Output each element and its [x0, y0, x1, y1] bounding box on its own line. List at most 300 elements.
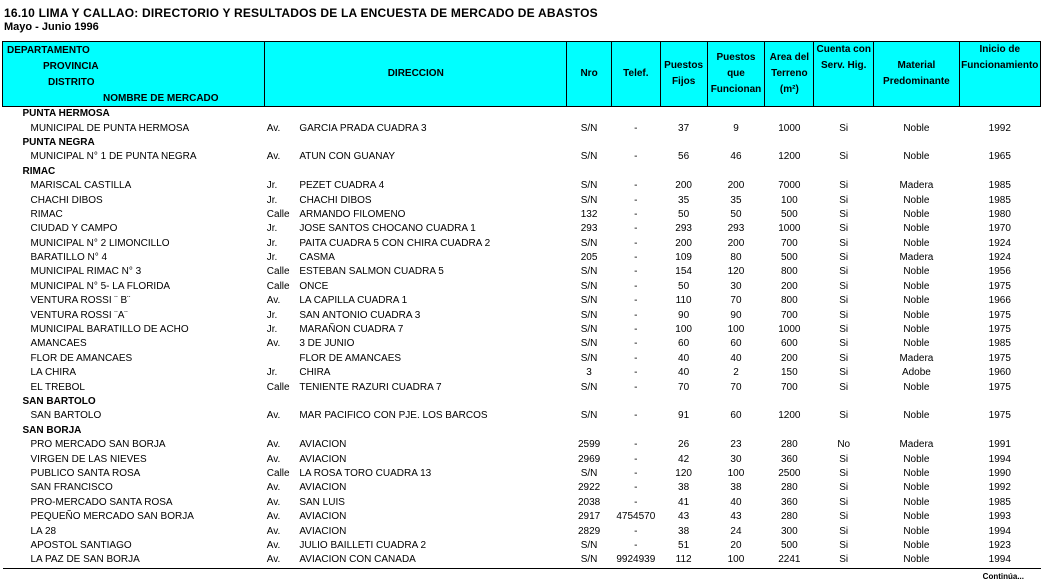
address-cell: PAITA CUADRA 5 CON CHIRA CUADRA 2 [299, 237, 491, 249]
number-cell: 2599 [577, 439, 601, 451]
area-terreno-cell: 500 [780, 252, 798, 264]
table-row [3, 193, 1041, 207]
area-terreno-cell: 2500 [778, 467, 801, 479]
market-name-cell: SAN FRANCISCO [30, 482, 113, 494]
area-terreno-cell: 800 [780, 266, 798, 278]
servicio-higienico-cell: Si [839, 467, 849, 479]
market-name-cell: CIUDAD Y CAMPO [30, 223, 118, 235]
puestos-funcionan-cell: 100 [707, 553, 765, 568]
continua-note: Continúa... [982, 572, 1024, 581]
servicio-higienico-cell: Si [839, 208, 849, 220]
district-group-row [3, 395, 1041, 409]
market-name-cell: MUNICIPAL RIMAC N° 3 [30, 266, 142, 278]
telephone-cell: - [634, 482, 638, 494]
servicio-higienico-cell: Si [839, 324, 849, 336]
number-cell: S/N [580, 295, 598, 307]
servicio-higienico-cell: Si [839, 151, 849, 163]
telephone-cell: - [634, 266, 638, 278]
puestos-funcionan-cell: 30 [730, 280, 742, 292]
material-cell: Noble [903, 496, 930, 508]
table-row [3, 208, 1041, 222]
material-cell: Noble [903, 453, 930, 465]
puestos-fijos-cell: 154 [675, 266, 692, 278]
servicio-higienico-cell: Si [839, 237, 849, 249]
address-cell: AVIACION [299, 482, 347, 494]
puestos-funcionan-cell: 200 [727, 180, 745, 192]
market-name-cell: CHACHI DIBOS [30, 194, 103, 206]
puestos-funcionan-cell: 9 [733, 122, 739, 134]
servicio-higienico-cell: Si [839, 180, 849, 192]
servicio-higienico-cell: Si [839, 280, 849, 292]
inicio-cell: 1994 [988, 453, 1011, 465]
puestos-fijos-cell: 112 [660, 553, 707, 568]
area-terreno-cell: 280 [780, 439, 798, 451]
table-header [3, 42, 1041, 107]
puestos-funcionan-cell: 100 [727, 324, 745, 336]
telephone-cell: - [634, 208, 638, 220]
area-terreno-cell: 600 [780, 338, 798, 350]
header-area-line2: Terreno [771, 68, 808, 79]
number-cell: S/N [580, 539, 598, 551]
street-type-cell: Av. [266, 439, 281, 451]
servicio-higienico-cell: Si [839, 496, 849, 508]
servicio-higienico-cell: Si [839, 482, 849, 494]
material-cell: Noble [903, 295, 930, 307]
telephone-cell: - [634, 237, 638, 249]
table-row [3, 438, 1041, 452]
area-terreno-cell: 1200 [778, 410, 801, 422]
street-type-cell: Jr. [266, 324, 278, 336]
district-group-row [3, 424, 1041, 438]
material-cell: Noble [903, 151, 930, 163]
puestos-funcionan-cell: 24 [730, 525, 742, 537]
telephone-cell: - [634, 539, 638, 551]
market-name-cell: VENTURA ROSSI ¨ B¨ [30, 295, 131, 307]
address-cell: PEZET CUADRA 4 [299, 180, 385, 192]
table-row [3, 251, 1041, 265]
inicio-cell: 1966 [988, 295, 1011, 307]
header-puestos-funcionan-line2: que [727, 68, 745, 79]
inicio-cell: 1975 [988, 280, 1011, 292]
street-type-cell: Jr. [266, 194, 278, 206]
address-cell: CHACHI DIBOS [299, 194, 372, 206]
servicio-higienico-cell: Si [839, 539, 849, 551]
material-cell: Madera [899, 439, 934, 451]
table-row [3, 323, 1041, 337]
puestos-fijos-cell: 293 [675, 223, 692, 235]
servicio-higienico-cell: Si [839, 453, 849, 465]
puestos-funcionan-cell: 90 [730, 309, 742, 321]
puestos-fijos-cell: 42 [678, 453, 690, 465]
area-terreno-cell: 2241 [765, 553, 814, 568]
street-type-cell: Av. [265, 553, 300, 568]
header-distrito: DISTRITO [48, 77, 95, 88]
inicio-cell: 1975 [988, 309, 1011, 321]
table-row [3, 510, 1041, 524]
inicio-cell: 1992 [988, 122, 1011, 134]
header-cuenta-line2: Serv. Hig. [821, 60, 867, 71]
market-name-cell: AMANCAES [30, 338, 87, 350]
puestos-funcionan-cell: 2 [733, 367, 739, 379]
inicio-cell: 1960 [988, 367, 1011, 379]
puestos-funcionan-cell: 40 [730, 496, 742, 508]
table-row [3, 280, 1041, 294]
servicio-higienico-cell: Si [839, 525, 849, 537]
header-material-line2: Predominante [883, 76, 950, 87]
puestos-fijos-cell: 56 [678, 151, 690, 163]
address-cell: JOSE SANTOS CHOCANO CUADRA 1 [299, 223, 476, 235]
area-terreno-cell: 7000 [778, 180, 801, 192]
street-type-cell: Av. [266, 338, 281, 350]
inicio-cell: 1970 [988, 223, 1011, 235]
street-type-cell: Av. [266, 482, 281, 494]
puestos-fijos-cell: 91 [678, 410, 690, 422]
header-nro: Nro [567, 42, 612, 107]
puestos-funcionan-cell: 70 [730, 381, 742, 393]
header-puestos-fijos-line1: Puestos [664, 60, 704, 71]
servicio-higienico-cell: Si [839, 367, 849, 379]
market-name-cell: FLOR DE AMANCAES [30, 352, 133, 364]
market-name-cell: PEQUEÑO MERCADO SAN BORJA [30, 511, 194, 523]
puestos-fijos-cell: 43 [678, 511, 690, 523]
telephone-cell: - [634, 367, 638, 379]
material-cell: Noble [903, 237, 930, 249]
area-terreno-cell: 700 [780, 237, 798, 249]
inicio-cell: 1965 [988, 151, 1011, 163]
market-name-cell: APOSTOL SANTIAGO [30, 539, 132, 551]
puestos-fijos-cell: 41 [678, 496, 690, 508]
address-cell: MAR PACIFICO CON PJE. LOS BARCOS [299, 410, 488, 422]
table-row [3, 481, 1041, 495]
street-type-cell: Av. [266, 453, 281, 465]
header-puestos-funcionan [707, 42, 765, 107]
district-name: PUNTA HERMOSA [22, 108, 110, 120]
address-cell: AVIACION [299, 525, 347, 537]
street-type-cell: Calle [266, 266, 290, 278]
table-row [3, 539, 1041, 553]
servicio-higienico-cell: Si [839, 295, 849, 307]
market-name-cell: VIRGEN DE LAS NIEVES [30, 453, 147, 465]
header-departamento: DEPARTAMENTO [7, 45, 90, 56]
servicio-higienico-cell: Si [839, 352, 849, 364]
number-cell: S/N [580, 266, 598, 278]
market-name-cell: MUNICIPAL BARATILLO DE ACHO [30, 324, 189, 336]
inicio-cell: 1994 [988, 525, 1011, 537]
address-cell: AVIACION [299, 439, 347, 451]
area-terreno-cell: 280 [780, 482, 798, 494]
market-name-cell: EL TREBOL [30, 381, 85, 393]
market-directory-table [2, 41, 1041, 569]
number-cell: S/N [580, 467, 598, 479]
header-area-line3: (m²) [779, 84, 799, 95]
area-terreno-cell: 360 [780, 496, 798, 508]
area-terreno-cell: 700 [780, 381, 798, 393]
market-name-cell: VENTURA ROSSI ¨A¨ [30, 309, 128, 321]
inicio-cell: 1985 [988, 194, 1011, 206]
table-row [3, 265, 1041, 279]
inicio-cell: 1923 [988, 539, 1011, 551]
market-name-cell: MUNICIPAL DE PUNTA HERMOSA [30, 122, 190, 134]
puestos-fijos-cell: 60 [678, 338, 690, 350]
telephone-cell: - [634, 439, 638, 451]
header-telef: Telef. [611, 42, 660, 107]
puestos-fijos-cell: 200 [675, 237, 692, 249]
material-cell: Noble [903, 539, 930, 551]
puestos-funcionan-cell: 100 [727, 467, 745, 479]
district-name: PUNTA NEGRA [22, 136, 95, 148]
table-row [3, 524, 1041, 538]
address-cell: LA ROSA TORO CUADRA 13 [299, 467, 432, 479]
page-title: 16.10 LIMA Y CALLAO: DIRECTORIO Y RESULTADOS DE LA ENCUESTA DE MERCADO DE ABASTOS [4, 6, 598, 20]
inicio-cell: 1975 [988, 410, 1011, 422]
area-terreno-cell: 700 [780, 309, 798, 321]
street-type-cell: Jr. [266, 237, 278, 249]
number-cell: S/N [567, 553, 612, 568]
market-name-cell: PUBLICO SANTA ROSA [30, 467, 141, 479]
street-type-cell: Av. [266, 295, 281, 307]
header-material [874, 42, 959, 107]
table-row [3, 352, 1041, 366]
puestos-fijos-cell: 50 [678, 280, 690, 292]
address-cell: ESTEBAN SALMON CUADRA 5 [299, 266, 444, 278]
inicio-cell: 1985 [988, 180, 1011, 192]
street-type-cell: Calle [266, 381, 290, 393]
address-cell: ARMANDO FILOMENO [299, 208, 406, 220]
puestos-fijos-cell: 120 [675, 467, 692, 479]
header-material-line1: Material [897, 60, 936, 71]
telephone-cell: 4754570 [616, 511, 656, 523]
puestos-fijos-cell: 50 [678, 208, 690, 220]
telephone-cell: - [634, 309, 638, 321]
material-cell: Noble [903, 280, 930, 292]
area-terreno-cell: 280 [780, 511, 798, 523]
telephone-cell: - [634, 252, 638, 264]
area-terreno-cell: 200 [780, 352, 798, 364]
inicio-cell: 1985 [988, 496, 1011, 508]
material-cell: Noble [874, 553, 959, 568]
table-row [3, 467, 1041, 481]
telephone-cell: - [634, 410, 638, 422]
header-puestos-funcionan-line3: Funcionan [710, 84, 762, 95]
header-puestos-fijos [660, 42, 707, 107]
header-inicio [959, 42, 1040, 107]
inicio-cell: 1991 [988, 439, 1011, 451]
inicio-cell: 1990 [988, 467, 1011, 479]
inicio-cell: 1993 [988, 511, 1011, 523]
table-row [3, 380, 1041, 394]
servicio-higienico-cell: Si [839, 309, 849, 321]
address-cell: CASMA [299, 252, 335, 264]
address-cell: CHIRA [299, 367, 331, 379]
table-row [3, 294, 1041, 308]
area-terreno-cell: 1000 [778, 122, 801, 134]
puestos-fijos-cell: 40 [678, 352, 690, 364]
puestos-funcionan-cell: 80 [730, 252, 742, 264]
area-terreno-cell: 360 [780, 453, 798, 465]
material-cell: Adobe [901, 367, 931, 379]
servicio-higienico-cell: Si [839, 511, 849, 523]
number-cell: S/N [580, 352, 598, 364]
inicio-cell: 1975 [988, 352, 1011, 364]
number-cell: S/N [580, 381, 598, 393]
number-cell: S/N [580, 410, 598, 422]
puestos-funcionan-cell: 40 [730, 352, 742, 364]
puestos-fijos-cell: 38 [678, 525, 690, 537]
header-inicio-line2: Funcionamiento [961, 60, 1039, 71]
material-cell: Noble [903, 324, 930, 336]
inicio-cell: 1992 [988, 482, 1011, 494]
inicio-cell: 1985 [988, 338, 1011, 350]
number-cell: S/N [580, 280, 598, 292]
number-cell: S/N [580, 151, 598, 163]
inicio-cell: 1975 [988, 381, 1011, 393]
puestos-funcionan-cell: 60 [730, 410, 742, 422]
number-cell: S/N [580, 338, 598, 350]
material-cell: Noble [903, 410, 930, 422]
inicio-cell: 1956 [988, 266, 1011, 278]
puestos-funcionan-cell: 30 [730, 453, 742, 465]
material-cell: Noble [903, 381, 930, 393]
street-type-cell: Av. [266, 511, 281, 523]
street-type-cell: Av. [266, 525, 281, 537]
area-terreno-cell: 800 [780, 295, 798, 307]
puestos-funcionan-cell: 38 [730, 482, 742, 494]
street-type-cell: Av. [266, 539, 281, 551]
material-cell: Noble [903, 223, 930, 235]
telephone-cell: - [634, 453, 638, 465]
number-cell: 2969 [577, 453, 601, 465]
telephone-cell: - [634, 280, 638, 292]
area-terreno-cell: 1200 [778, 151, 801, 163]
address-cell: AVIACION CON CANADA [299, 553, 566, 568]
street-type-cell [265, 352, 300, 366]
telephone-cell: - [634, 467, 638, 479]
header-location [3, 42, 265, 107]
telephone-cell: 9924939 [611, 553, 660, 568]
area-terreno-cell: 1000 [778, 324, 801, 336]
header-provincia: PROVINCIA [43, 61, 99, 72]
header-puestos-fijos-line2: Fijos [671, 76, 696, 87]
market-name-cell: MUNICIPAL N° 2 LIMONCILLO [30, 237, 170, 249]
area-terreno-cell: 300 [780, 525, 798, 537]
servicio-higienico-cell: Si [839, 122, 849, 134]
puestos-funcionan-cell: 46 [730, 151, 742, 163]
puestos-fijos-cell: 26 [678, 439, 690, 451]
puestos-funcionan-cell: 60 [730, 338, 742, 350]
material-cell: Noble [903, 266, 930, 278]
table-row [3, 179, 1041, 193]
header-inicio-line1: Inicio de [979, 44, 1021, 55]
street-type-cell: Jr. [266, 180, 278, 192]
telephone-cell: - [634, 180, 638, 192]
puestos-funcionan-cell: 120 [727, 266, 745, 278]
servicio-higienico-cell: No [837, 439, 851, 451]
address-cell: FLOR DE AMANCAES [299, 352, 402, 364]
servicio-higienico-cell: Si [839, 252, 849, 264]
street-type-cell: Av. [266, 496, 281, 508]
address-cell: AVIACION [299, 453, 347, 465]
market-name-cell: MUNICIPAL N° 5- LA FLORIDA [30, 280, 171, 292]
number-cell: 2829 [577, 525, 601, 537]
header-direccion: DIRECCION [265, 42, 567, 107]
number-cell: 132 [580, 208, 598, 220]
market-name-cell: SAN BARTOLO [30, 410, 102, 422]
telephone-cell: - [634, 496, 638, 508]
table-row [3, 366, 1041, 380]
table-row [3, 150, 1041, 164]
puestos-funcionan-cell: 43 [730, 511, 742, 523]
material-cell: Madera [899, 252, 934, 264]
number-cell: S/N [580, 237, 598, 249]
district-name: SAN BARTOLO [22, 396, 96, 407]
number-cell: S/N [580, 122, 598, 134]
area-terreno-cell: 100 [780, 194, 798, 206]
puestos-fijos-cell: 109 [675, 252, 692, 264]
district-name: SAN BORJA [22, 424, 82, 436]
telephone-cell: - [634, 151, 638, 163]
street-type-cell: Av. [266, 151, 281, 163]
material-cell: Noble [903, 338, 930, 350]
header-cuenta [814, 42, 874, 107]
table-row [3, 337, 1041, 351]
market-name-cell: LA 28 [30, 525, 57, 537]
district-group-row [3, 136, 1041, 150]
servicio-higienico-cell: Si [839, 194, 849, 206]
material-cell: Noble [903, 467, 930, 479]
material-cell: Madera [899, 352, 934, 364]
servicio-higienico-cell: Si [839, 410, 849, 422]
servicio-higienico-cell: Si [839, 266, 849, 278]
header-nombre: NOMBRE DE MERCADO [103, 93, 219, 104]
table-row [3, 121, 1041, 135]
material-cell: Noble [903, 482, 930, 494]
puestos-fijos-cell: 70 [678, 381, 690, 393]
number-cell: 3 [586, 367, 592, 379]
inicio-cell: 1994 [959, 553, 1040, 568]
number-cell: 293 [580, 223, 598, 235]
material-cell: Noble [903, 511, 930, 523]
material-cell: Noble [903, 122, 930, 134]
number-cell: S/N [580, 180, 598, 192]
puestos-fijos-cell: 38 [678, 482, 690, 494]
puestos-funcionan-cell: 200 [727, 237, 745, 249]
market-name-cell: PRO-MERCADO SANTA ROSA [30, 496, 173, 508]
puestos-funcionan-cell: 20 [730, 539, 742, 551]
telephone-cell: - [634, 324, 638, 336]
table-row [3, 496, 1041, 510]
number-cell: S/N [580, 194, 598, 206]
header-cuenta-line1: Cuenta con [816, 44, 871, 55]
servicio-higienico-cell: Si [839, 338, 849, 350]
material-cell: Madera [899, 180, 934, 192]
street-type-cell: Jr. [266, 252, 278, 264]
telephone-cell: - [634, 223, 638, 235]
puestos-fijos-cell: 35 [678, 194, 690, 206]
inicio-cell: 1975 [988, 324, 1011, 336]
district-group-row [3, 165, 1041, 179]
number-cell: 2917 [577, 511, 601, 523]
puestos-funcionan-cell: 35 [730, 194, 742, 206]
telephone-cell: - [634, 525, 638, 537]
telephone-cell: - [634, 381, 638, 393]
header-puestos-funcionan-line1: Puestos [716, 52, 756, 63]
table-body [3, 107, 1041, 569]
address-cell: TENIENTE RAZURI CUADRA 7 [299, 381, 442, 393]
market-name-cell: LA PAZ DE SAN BORJA [3, 553, 265, 568]
telephone-cell: - [634, 352, 638, 364]
address-cell: AVIACION [299, 511, 347, 523]
number-cell: 2038 [577, 496, 601, 508]
